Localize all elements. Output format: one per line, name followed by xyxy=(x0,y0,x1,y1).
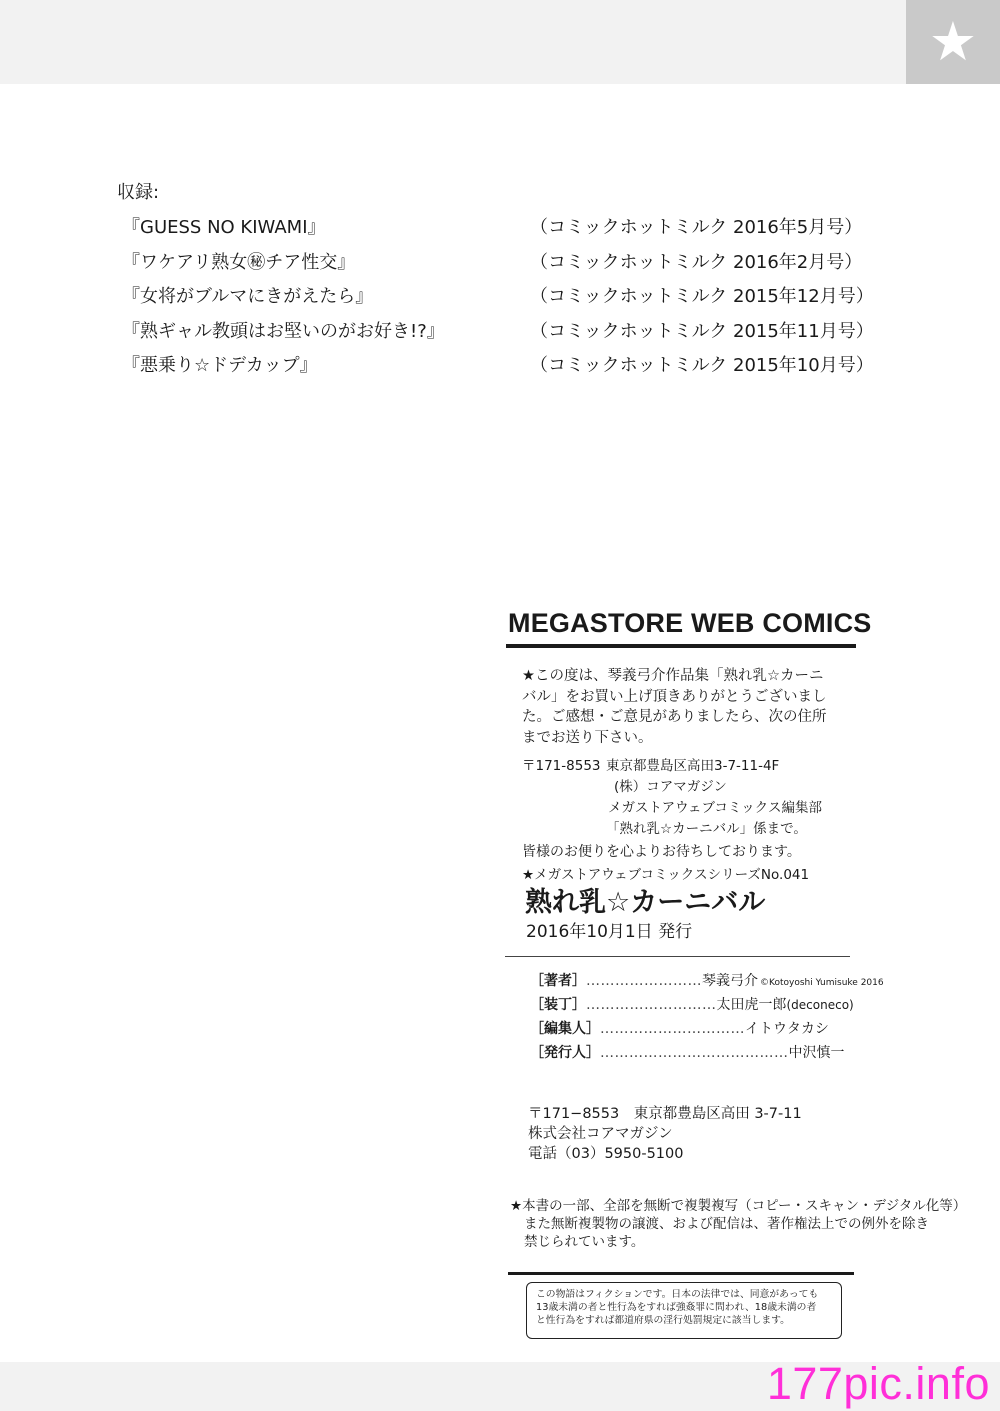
credit-role: ［編集人］ xyxy=(530,1021,600,1037)
thanks-line: ★この度は、琴義弓介作品集「熟れ乳☆カーニ xyxy=(522,668,824,684)
address-line: 東京都豊島区高田3-7-11-4F xyxy=(606,758,780,774)
copyright-line: また無断複製物の譲渡、および配信は、著作権法上での例外を除き xyxy=(524,1216,929,1232)
company-phone: 電話（03）5950-5100 xyxy=(528,1146,684,1162)
credit-editor xyxy=(530,1018,829,1038)
thanks-line: た。ご感想・ご意見がありましたら、次の住所 xyxy=(522,709,827,725)
contents-item xyxy=(117,248,863,283)
fiction-disclaimer xyxy=(526,1282,842,1339)
copyright-line: 禁じられています。 xyxy=(524,1234,645,1250)
disclaimer-line: 13歳未満の者と性行為をすれば強姦罪に問われ、18歳未満の者 xyxy=(536,1302,817,1313)
company-name: 株式会社コアマガジン xyxy=(528,1126,673,1142)
corner-tab xyxy=(906,0,1000,84)
copyright-line: ★本書の一部、全部を無断で複製複写（コピー・スキャン・デジタル化等） xyxy=(510,1198,967,1214)
credit-name: 中沢慎一 xyxy=(788,1045,845,1061)
credit-dots: …………………… xyxy=(586,973,702,989)
contents-list xyxy=(117,178,874,386)
company-info xyxy=(528,1104,802,1164)
credit-publisher xyxy=(530,1042,845,1062)
story-title: 『悪乗り☆ドデカップ』 xyxy=(122,355,318,376)
credit-role: ［著者］ xyxy=(530,973,586,989)
contents-item xyxy=(117,213,863,248)
credit-author xyxy=(530,970,884,990)
thanks-message xyxy=(522,666,827,748)
credit-design xyxy=(530,994,854,1014)
brand-divider xyxy=(506,644,856,648)
story-source: （コミックホットミルク 2016年2月号） xyxy=(530,251,863,273)
site-watermark: 177pic.info xyxy=(766,1358,990,1409)
credit-copyright: ©Kotoyoshi Yumisuke 2016 xyxy=(760,978,884,988)
credit-role: ［発行人］ xyxy=(530,1045,600,1061)
story-title: 『ワケアリ熟女㊙チア性交』 xyxy=(122,251,356,273)
contents-item xyxy=(117,282,874,317)
contents-item xyxy=(117,317,874,352)
credit-role: ［装丁］ xyxy=(530,997,586,1013)
credit-note: (deconeco) xyxy=(786,998,854,1012)
fiction-divider xyxy=(508,1272,854,1275)
copyright-notice xyxy=(510,1197,966,1251)
closing-line: 皆様のお便りを心よりお待ちしております。 xyxy=(522,844,801,860)
disclaimer-line: と性行為をすれば都道府県の淫行処罰規定に該当します。 xyxy=(536,1315,790,1326)
company-address: 〒171−8553 東京都豊島区高田 3-7-11 xyxy=(528,1106,802,1122)
publish-date: 2016年10月1日 発行 xyxy=(526,922,693,942)
publisher-name: (株）コアマガジン xyxy=(614,779,727,795)
contents-label: 収録: xyxy=(117,182,160,203)
book-title: 熟れ乳☆カーニバル xyxy=(525,887,766,918)
credits-divider xyxy=(505,956,850,957)
story-source: （コミックホットミルク 2015年12月号） xyxy=(530,286,874,307)
thanks-line: バル」をお買い上げ頂きありがとうございまし xyxy=(522,688,827,705)
address-attention: 「熟れ乳☆カーニバル」係まで。 xyxy=(606,821,807,837)
postal-code: 〒171-8553 xyxy=(522,758,601,774)
story-title: 『GUESS NO KIWAMI』 xyxy=(122,217,326,238)
story-source: （コミックホットミルク 2016年5月号） xyxy=(530,217,863,238)
credit-name: 太田虎一郎 xyxy=(716,997,787,1013)
story-source: （コミックホットミルク 2015年10月号） xyxy=(530,355,874,376)
brand-logo: MEGASTORE WEB COMICS xyxy=(508,608,872,638)
credit-name: イトウタカシ xyxy=(745,1021,829,1037)
credit-dots: ………………………… xyxy=(600,1021,745,1037)
top-band xyxy=(0,0,1000,84)
credit-name: 琴義弓介 xyxy=(702,973,758,989)
credit-dots: ……………………… xyxy=(586,997,717,1013)
star-icon: ★ xyxy=(928,10,978,73)
story-title: 『女将がブルマにきがえたら』 xyxy=(122,286,374,307)
thanks-line: までお送り下さい。 xyxy=(522,729,653,746)
story-title: 『熟ギャル教頭はお堅いのがお好き!?』 xyxy=(122,320,445,342)
contents-item xyxy=(117,351,874,386)
credit-dots: ………………………………… xyxy=(600,1045,789,1061)
series-number: ★メガストアウェブコミックスシリーズNo.041 xyxy=(522,867,810,883)
story-source: （コミックホットミルク 2015年11月号） xyxy=(530,320,874,342)
disclaimer-line: この物語はフィクションです。日本の法律では、同意があっても xyxy=(536,1289,819,1300)
editorial-dept: メガストアウェブコミックス編集部 xyxy=(608,800,822,816)
